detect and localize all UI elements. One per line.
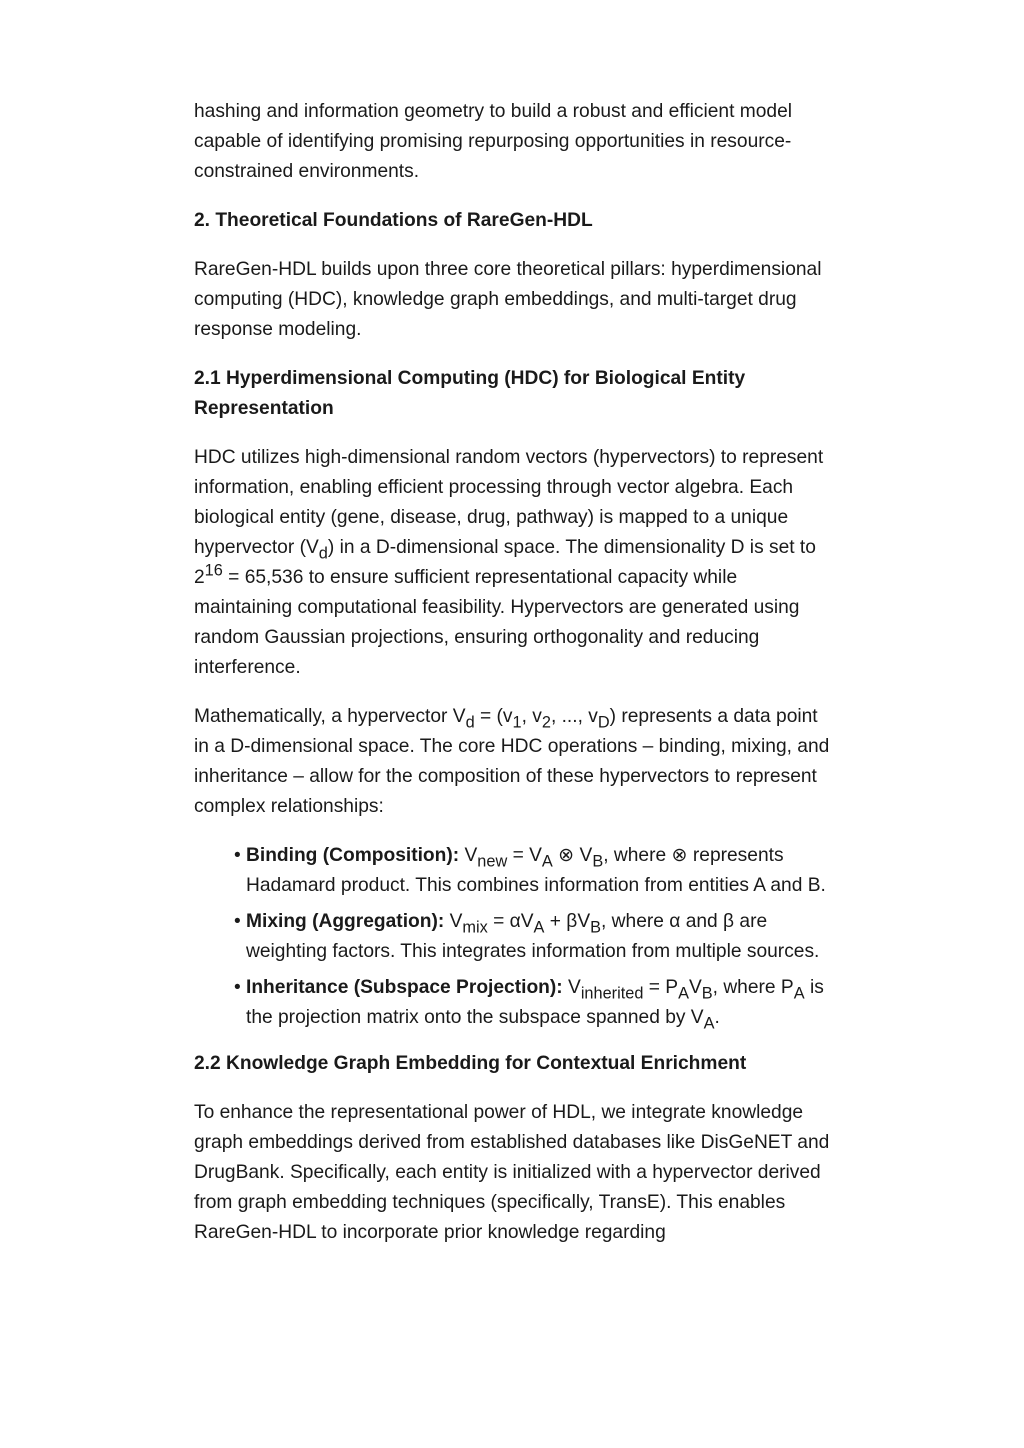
- paragraph: [194, 97, 834, 187]
- text-run: , where ⊗ represents Hadamard product. This combines information from entities A and B.: [246, 845, 826, 896]
- bold-term: Binding (Composition):: [246, 845, 460, 866]
- subscript: B: [592, 852, 604, 871]
- paragraph: [194, 255, 834, 345]
- subscript: new: [477, 852, 508, 871]
- text-run: is the projection matrix onto the subspace spanned by V: [246, 977, 824, 1028]
- text-run: ⊗ V: [552, 845, 593, 866]
- subscript: A: [703, 1014, 715, 1033]
- text-run: = V: [507, 845, 542, 866]
- bold-term: Mixing (Aggregation):: [246, 911, 445, 932]
- subscript: inherited: [580, 984, 644, 1003]
- subscript: 1: [512, 713, 522, 732]
- document-page: [194, 97, 834, 1267]
- text-run: = 65,536 to ensure sufficient representational capacity while maintaining computational feasibility. Hypervectors are generated using random Gaussian projections, ensuring orthogonality and reducing interference.: [194, 567, 800, 678]
- text-run: 2. Theoretical Foundations of RareGen-HDL: [194, 210, 593, 231]
- text-run: .: [714, 1007, 720, 1028]
- list-item: [246, 841, 834, 901]
- subscript: D: [597, 713, 610, 732]
- subscript: B: [590, 918, 602, 937]
- text-run: = P: [643, 977, 679, 998]
- text-run: RareGen-HDL builds upon three core theoretical pillars: hyperdimensional computing (HDC), knowledge graph embeddings, and multi-target drug response modeling.: [194, 259, 822, 340]
- text-run: hashing and information geometry to build a robust and efficient model capable of identifying promising repurposing opportunities in resource-constrained environments.: [194, 101, 793, 182]
- text-run: , where P: [712, 977, 794, 998]
- text-run: V: [688, 977, 702, 998]
- text-run: 2.2 Knowledge Graph Embedding for Contextual Enrichment: [194, 1053, 747, 1074]
- text-run: ) in a D-dimensional space. The dimensionality D is set to 2: [194, 537, 816, 588]
- subscript: d: [318, 544, 328, 563]
- text-run: + βV: [544, 911, 591, 932]
- text-run: V: [459, 845, 478, 866]
- subscript: 2: [541, 713, 551, 732]
- text-run: = αV: [487, 911, 534, 932]
- bullet-list: [194, 841, 834, 1033]
- text-run: Mathematically, a hypervector V: [194, 706, 466, 727]
- text-run: ) represents a data point in a D-dimensional space. The core HDC operations – binding, mixing, and inheritance – allow for the composition of these hypervectors to represent complex relationships:: [194, 706, 830, 817]
- subscript: A: [533, 918, 545, 937]
- paragraph: [194, 1098, 834, 1248]
- subscript: A: [793, 984, 805, 1003]
- subscript: A: [678, 984, 689, 1003]
- section-heading: [194, 1049, 834, 1079]
- text-run: V: [562, 977, 581, 998]
- bold-term: Inheritance (Subspace Projection):: [246, 977, 563, 998]
- superscript: 16: [204, 561, 223, 580]
- list-item: [246, 973, 834, 1033]
- text-run: , where α and β are weighting factors. This integrates information from multiple sources.: [246, 911, 820, 962]
- text-run: HDC utilizes high-dimensional random vectors (hypervectors) to represent information, enabling efficient processing through vector algebra. Each biological entity (gene, disease, drug, pathway) is mapped to a unique hypervector (V: [194, 447, 824, 558]
- text-run: To enhance the representational power of HDL, we integrate knowledge graph embeddings derived from established databases like DisGeNET and DrugBank. Specifically, each entity is initialized with a hypervector derived from graph embedding techniques (specifically, TransE). This enables RareGen-HDL to incorporate prior knowledge regarding: [194, 1102, 830, 1243]
- section-heading: [194, 206, 834, 236]
- section-heading: [194, 364, 834, 424]
- paragraph: [194, 702, 834, 822]
- text-run: V: [444, 911, 463, 932]
- text-run: = (v: [474, 706, 513, 727]
- paragraph: [194, 443, 834, 683]
- subscript: A: [541, 852, 553, 871]
- subscript: B: [701, 984, 713, 1003]
- text-run: , v: [521, 706, 542, 727]
- subscript: d: [465, 713, 475, 732]
- subscript: mix: [462, 918, 488, 937]
- list-item: [246, 907, 834, 967]
- text-run: , ..., v: [550, 706, 598, 727]
- text-run: 2.1 Hyperdimensional Computing (HDC) for Biological Entity Representation: [194, 368, 746, 419]
